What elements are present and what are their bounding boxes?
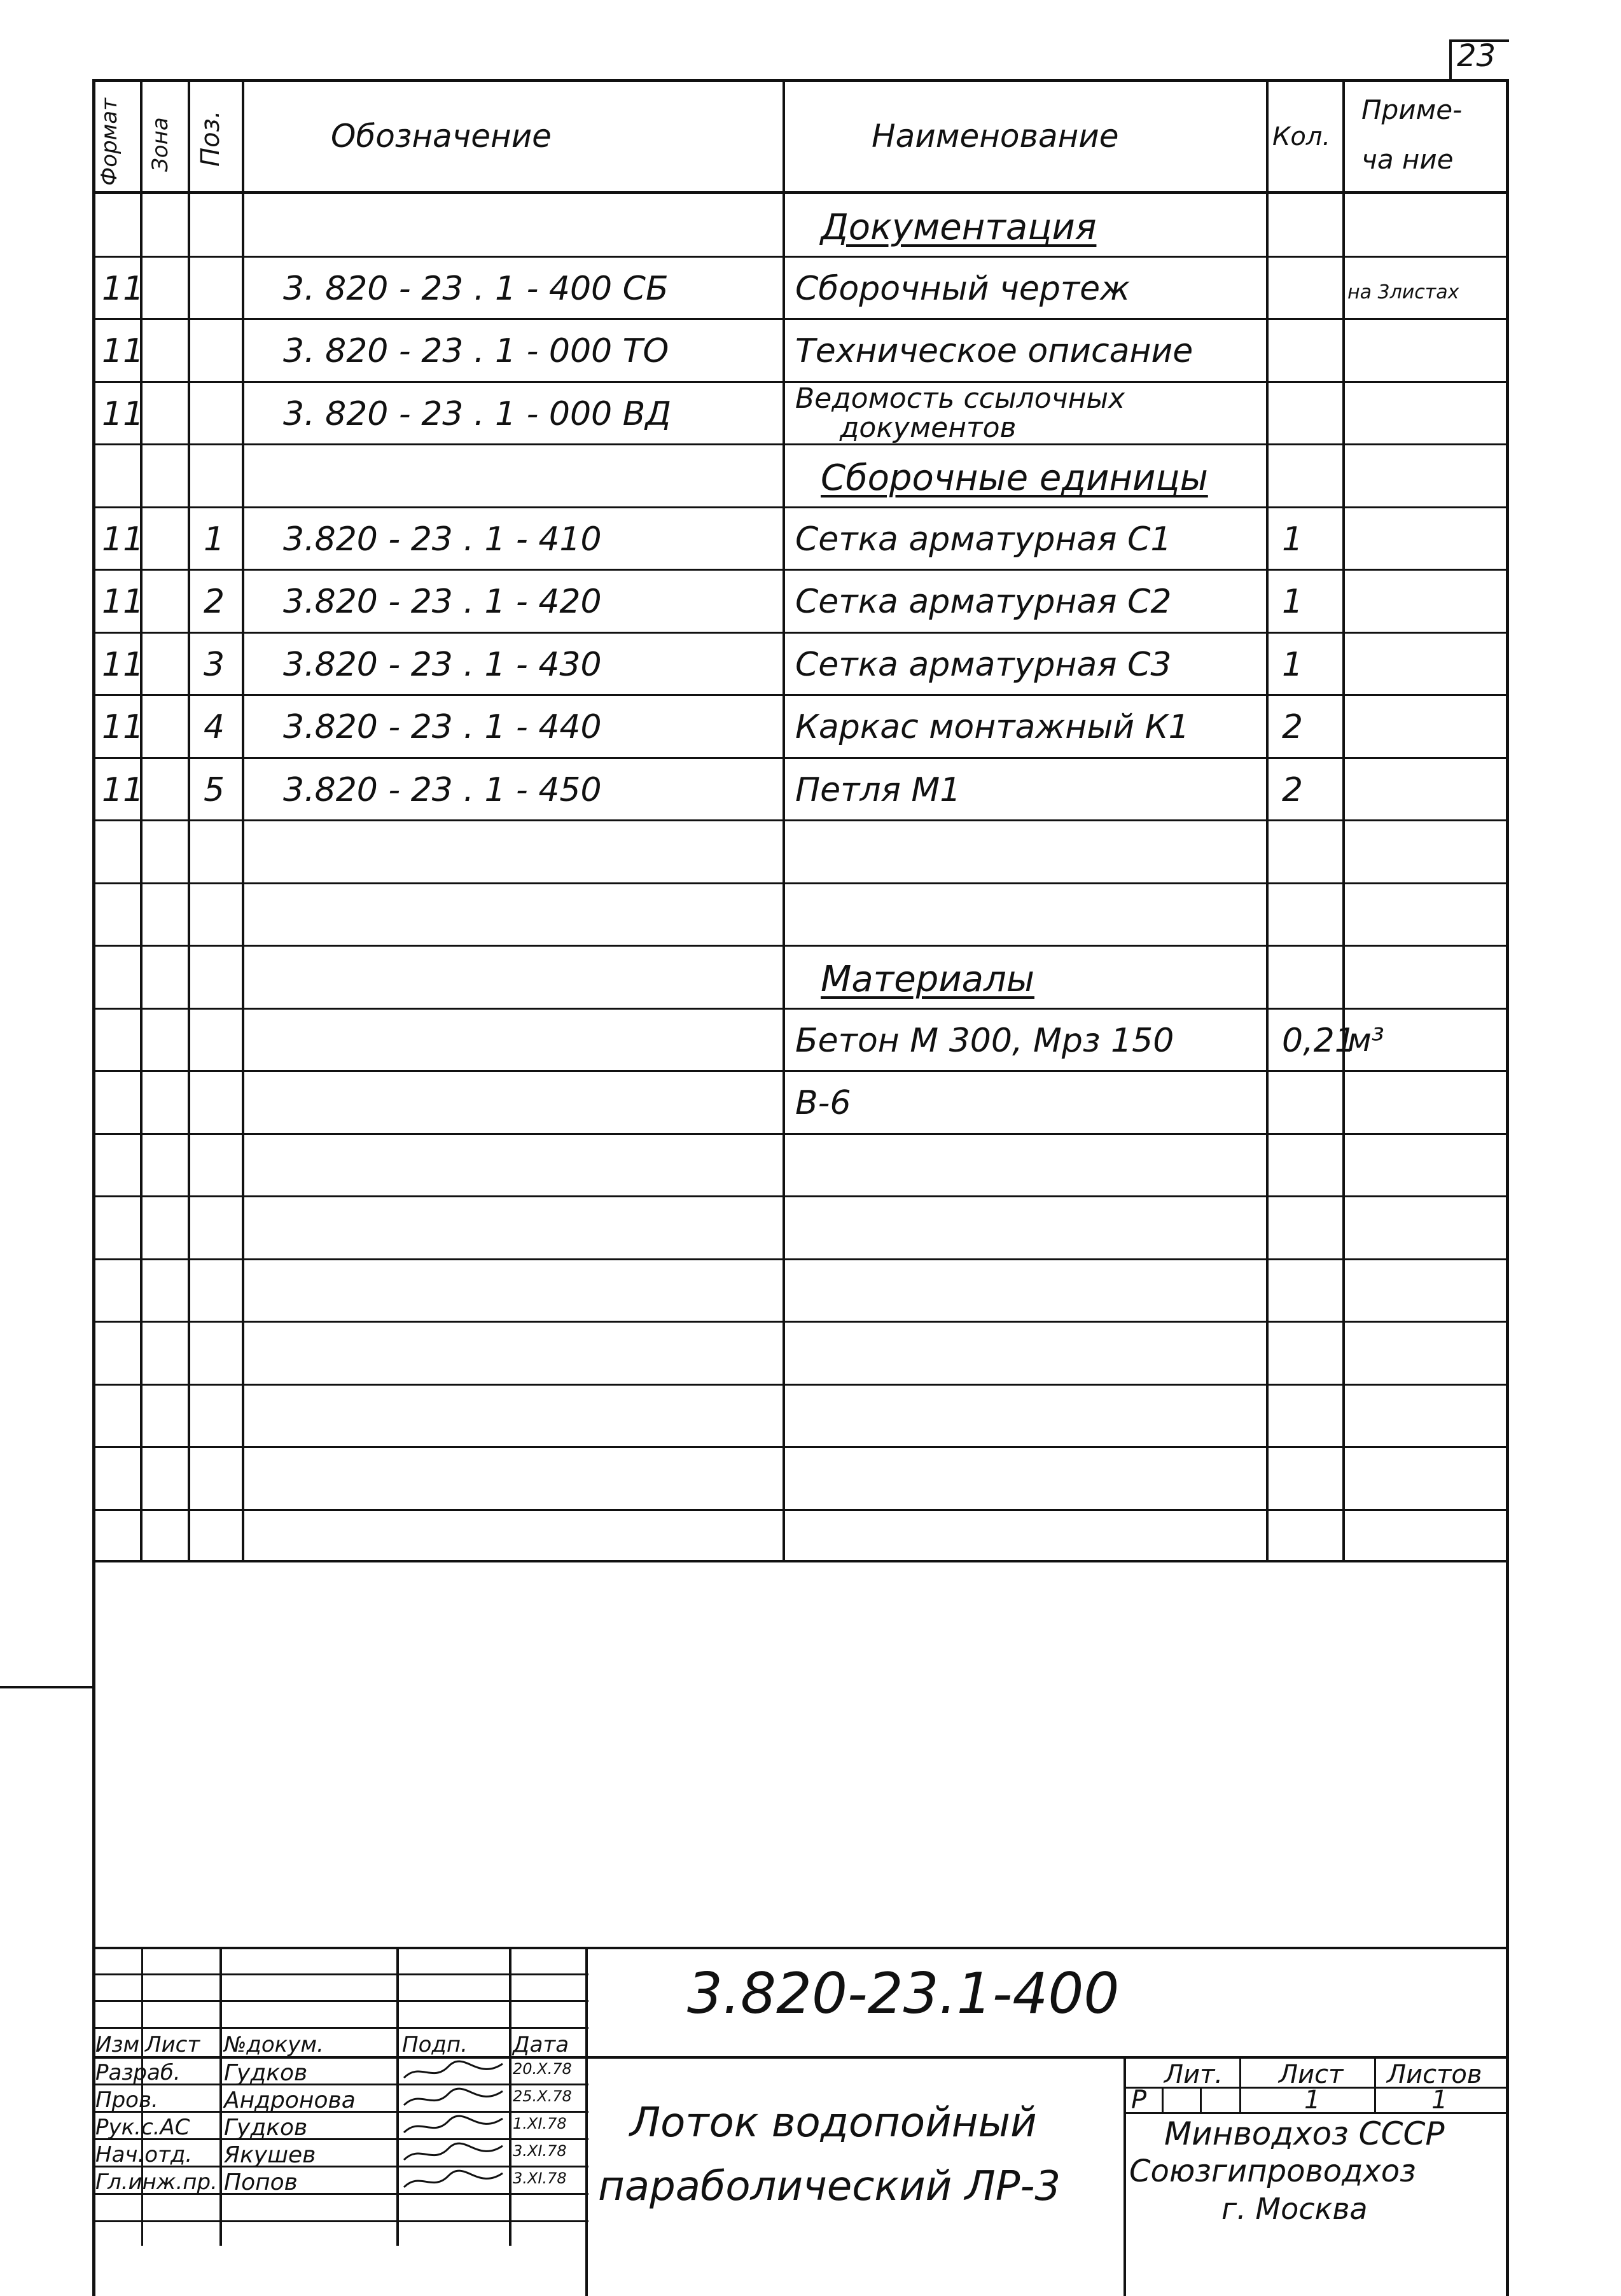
row-line bbox=[92, 1446, 1508, 1448]
row-line bbox=[92, 1384, 1508, 1386]
row-qty: 0,21 bbox=[1282, 1022, 1356, 1060]
row-name: Петля М1 bbox=[795, 771, 961, 809]
tb-lit-vline-2 bbox=[1374, 2056, 1376, 2113]
row-qty: 1 bbox=[1282, 646, 1304, 684]
signature-scribble bbox=[401, 2168, 509, 2194]
org-line1: Минводхоз СССР bbox=[1164, 2115, 1445, 2152]
header-qty: Кол. bbox=[1272, 122, 1331, 151]
row-qty: 2 bbox=[1282, 708, 1304, 746]
title-line1: Лоток водопойный bbox=[630, 2099, 1037, 2146]
tb-right-vline bbox=[1124, 2056, 1126, 2296]
row-pos: 3 bbox=[204, 646, 225, 684]
tb-vline-2 bbox=[219, 1947, 222, 2246]
signature-scribble bbox=[401, 2113, 509, 2139]
lit-value: Р bbox=[1131, 2085, 1147, 2115]
header-bottom-line bbox=[92, 191, 1508, 194]
tb-header-data: Дата bbox=[513, 2032, 569, 2057]
row-name: Сетка арматурная С2 bbox=[795, 583, 1172, 621]
row-format: 11 bbox=[102, 332, 144, 370]
tb-line-4 bbox=[92, 2027, 588, 2029]
frame-right bbox=[1506, 79, 1509, 2296]
title-line2: параболический ЛР-3 bbox=[598, 2163, 1061, 2210]
header-name: Наименование bbox=[872, 118, 1119, 155]
row-line bbox=[92, 1195, 1508, 1197]
row-format: 11 bbox=[102, 520, 144, 559]
row-line bbox=[92, 882, 1508, 884]
tb-lit-vline-1 bbox=[1239, 2056, 1241, 2113]
staff-role: Нач.отд. bbox=[95, 2142, 193, 2167]
row-qty: 2 bbox=[1282, 771, 1304, 809]
row-line bbox=[92, 1008, 1508, 1010]
row-pos: 5 bbox=[204, 771, 225, 809]
row-line bbox=[92, 757, 1508, 759]
tb-lit-sub-2 bbox=[1200, 2087, 1202, 2113]
tb-lit-sub-1 bbox=[1162, 2087, 1164, 2113]
staff-name: Гудков bbox=[224, 2115, 308, 2141]
row-designation: 3. 820 - 23 . 1 - 000 ВД bbox=[283, 395, 671, 433]
staff-name: Якушев bbox=[224, 2142, 316, 2168]
row-format: 11 bbox=[102, 583, 144, 621]
row-line bbox=[92, 256, 1508, 258]
row-line bbox=[92, 506, 1508, 508]
row-format: 11 bbox=[102, 771, 144, 809]
row-name: Сборочный чертеж bbox=[795, 270, 1130, 308]
row-designation: 3.820 - 23 . 1 - 410 bbox=[283, 520, 602, 559]
lit-label: Лит. bbox=[1164, 2060, 1223, 2089]
tb-vline-4 bbox=[509, 1947, 511, 2246]
tb-vline-3 bbox=[396, 1947, 399, 2246]
row-section-title: Сборочные единицы bbox=[821, 457, 1208, 499]
frame-top bbox=[92, 79, 1508, 82]
header-zone: Зона bbox=[148, 117, 173, 172]
row-line bbox=[92, 1321, 1508, 1323]
row-section-title: Материалы bbox=[821, 959, 1034, 1000]
row-designation: 3.820 - 23 . 1 - 450 bbox=[283, 771, 602, 809]
row-qty: 1 bbox=[1282, 583, 1304, 621]
sheet-value: 1 bbox=[1304, 2085, 1321, 2115]
tb-header-ndoc: №докум. bbox=[224, 2032, 324, 2057]
row-format: 11 bbox=[102, 708, 144, 746]
tb-line-2 bbox=[92, 1973, 588, 1975]
staff-role: Рук.с.АС bbox=[95, 2115, 190, 2140]
staff-name: Попов bbox=[224, 2169, 298, 2195]
staff-date: 1.XI.78 bbox=[513, 2115, 567, 2132]
signature-scribble bbox=[401, 2059, 509, 2084]
sheets-label: Листов bbox=[1387, 2060, 1482, 2089]
row-note: на 3листах bbox=[1347, 281, 1459, 303]
sheet-label: Лист bbox=[1279, 2060, 1344, 2089]
org-line3: г. Москва bbox=[1221, 2192, 1368, 2226]
row-name: Ведомость ссылочных bbox=[795, 382, 1125, 415]
row-line bbox=[92, 1070, 1508, 1072]
margin-mark bbox=[0, 1686, 94, 1688]
staff-date: 3.XI.78 bbox=[513, 2142, 567, 2160]
tb-header-izm: Изм bbox=[95, 2032, 140, 2057]
tb-vline-5 bbox=[585, 1947, 588, 2296]
row-line bbox=[92, 694, 1508, 696]
staff-name: Андронова bbox=[224, 2087, 356, 2113]
staff-date: 20.X.78 bbox=[513, 2060, 572, 2078]
tb-line-11 bbox=[92, 2220, 588, 2222]
staff-name: Гудков bbox=[224, 2060, 308, 2086]
header-pos: Поз. bbox=[196, 110, 225, 167]
row-name-line2: документов bbox=[840, 412, 1017, 444]
row-line bbox=[92, 569, 1508, 571]
row-line bbox=[92, 819, 1508, 821]
row-line bbox=[92, 443, 1508, 445]
header-format: Формат bbox=[97, 98, 122, 186]
row-name: Сетка арматурная С1 bbox=[795, 520, 1172, 559]
row-name: Бетон М 300, Мрз 150 bbox=[795, 1022, 1174, 1060]
document-code: 3.820-23.1-400 bbox=[687, 1961, 1120, 2026]
header-note-line1: Приме- bbox=[1361, 94, 1463, 125]
table-bottom-line bbox=[92, 1560, 1508, 1562]
frame-left bbox=[92, 79, 95, 2296]
staff-role: Разраб. bbox=[95, 2060, 181, 2085]
row-designation: 3. 820 - 23 . 1 - 400 СБ bbox=[283, 270, 669, 308]
row-designation: 3.820 - 23 . 1 - 430 bbox=[283, 646, 602, 684]
row-format: 11 bbox=[102, 646, 144, 684]
staff-role: Пров. bbox=[95, 2087, 158, 2113]
row-name: В-6 bbox=[795, 1084, 851, 1122]
sheets-value: 1 bbox=[1431, 2085, 1448, 2115]
header-note-line2: ча ние bbox=[1361, 144, 1454, 175]
tb-header-list: Лист bbox=[145, 2032, 200, 2057]
staff-date: 25.X.78 bbox=[513, 2087, 572, 2105]
row-designation: 3. 820 - 23 . 1 - 000 ТО bbox=[283, 332, 669, 370]
staff-date: 3.XI.78 bbox=[513, 2169, 567, 2187]
tb-header-podp: Подп. bbox=[402, 2032, 468, 2057]
row-designation: 3.820 - 23 . 1 - 440 bbox=[283, 708, 602, 746]
row-line bbox=[92, 318, 1508, 320]
row-designation: 3.820 - 23 . 1 - 420 bbox=[283, 583, 602, 621]
row-pos: 2 bbox=[204, 583, 225, 621]
signature-scribble bbox=[401, 2086, 509, 2112]
staff-role: Гл.инж.пр. bbox=[95, 2169, 218, 2195]
tb-line-3 bbox=[92, 2000, 588, 2002]
row-name: Сетка арматурная С3 bbox=[795, 646, 1172, 684]
signature-scribble bbox=[401, 2141, 509, 2166]
header-designation: Обозначение bbox=[331, 118, 552, 155]
row-section-title: Документация bbox=[821, 207, 1097, 248]
row-format: 11 bbox=[102, 395, 144, 433]
row-pos: 4 bbox=[204, 708, 225, 746]
row-pos: 1 bbox=[204, 520, 225, 559]
sheet-number: 23 bbox=[1457, 38, 1496, 74]
row-note: м³ bbox=[1347, 1022, 1384, 1059]
row-name: Техническое описание bbox=[795, 332, 1193, 370]
tb-top-line bbox=[92, 1947, 1508, 1949]
row-line bbox=[92, 1258, 1508, 1260]
row-line bbox=[92, 1509, 1508, 1511]
row-format: 11 bbox=[102, 270, 144, 308]
row-line bbox=[92, 632, 1508, 634]
org-line2: Союзгипроводхоз bbox=[1129, 2153, 1416, 2189]
row-line bbox=[92, 945, 1508, 947]
row-qty: 1 bbox=[1282, 520, 1304, 559]
row-name: Каркас монтажный К1 bbox=[795, 708, 1190, 746]
row-line bbox=[92, 1133, 1508, 1135]
sheet-number-box-left bbox=[1449, 39, 1452, 80]
